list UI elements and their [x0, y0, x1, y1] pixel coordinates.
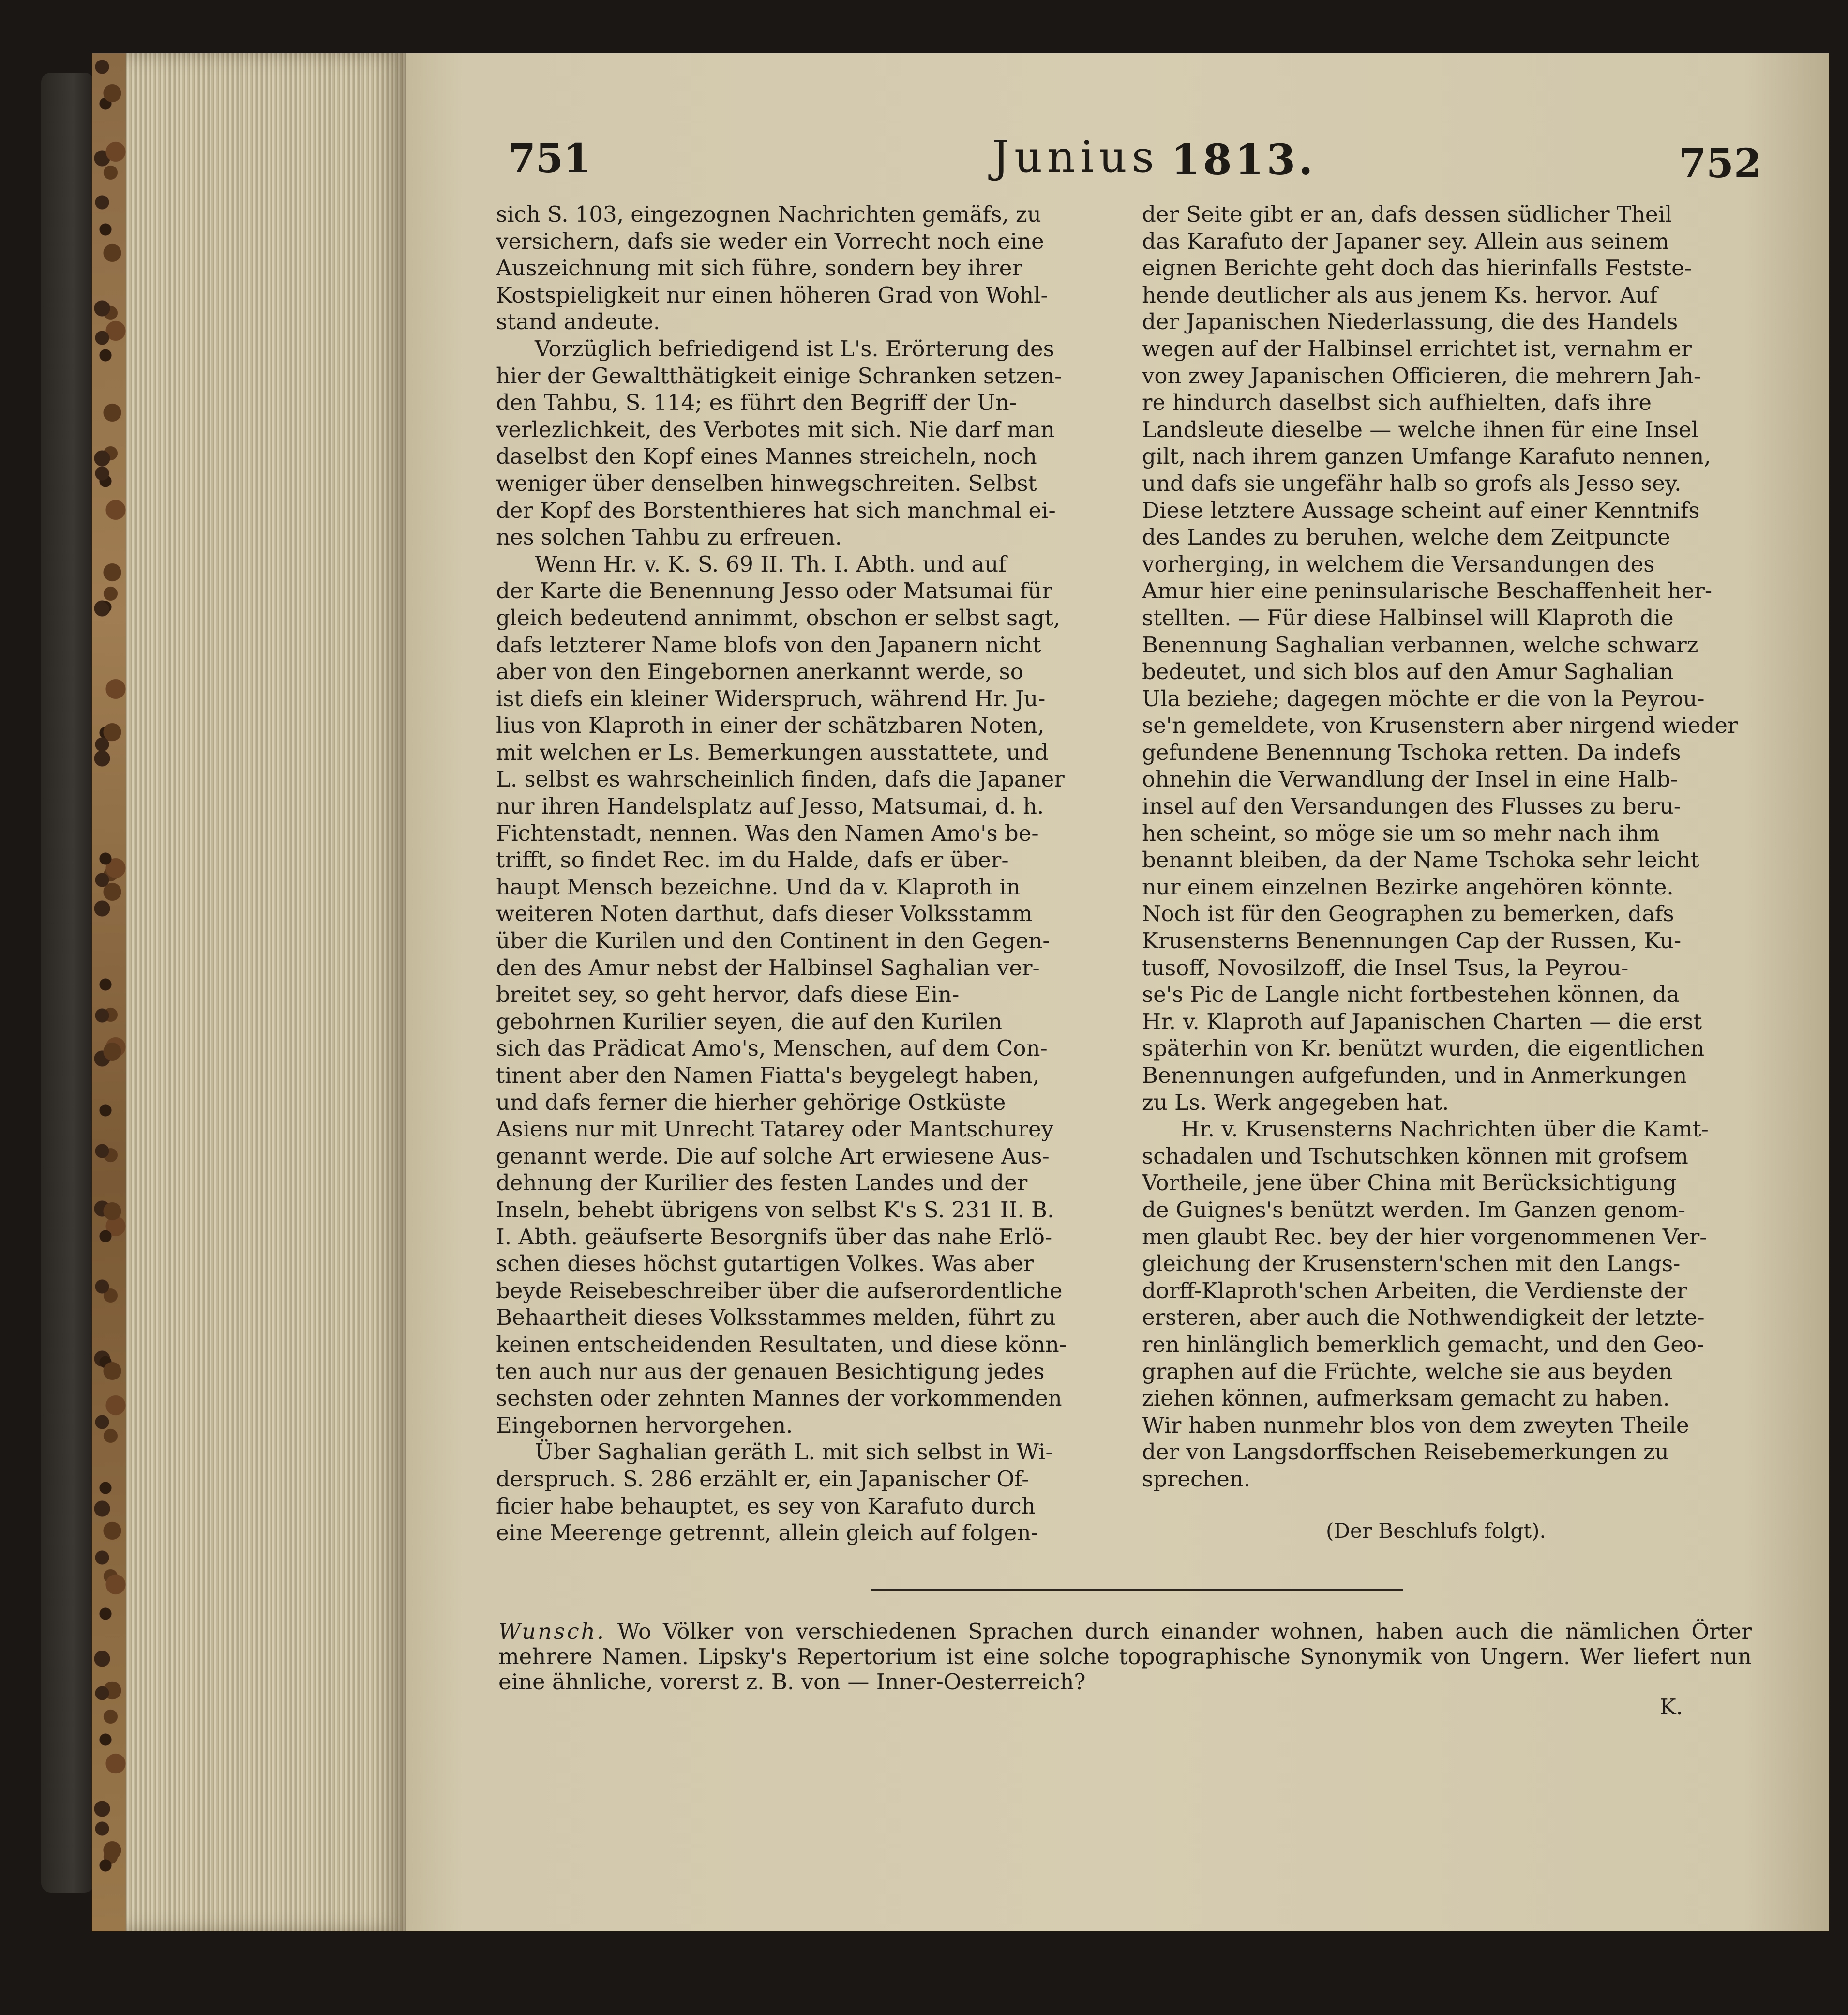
text-line: stand andeute. [496, 309, 661, 335]
text-line: lius von Klaproth in einer der schätzbaren Noten, [496, 712, 1045, 739]
marbled-edge [92, 53, 126, 1931]
text-line: ten auch nur aus der genauen Besichtigung jedes [496, 1358, 1045, 1384]
text-line: ren hinlänglich bemerklich gemacht, und den Geo- [1142, 1331, 1704, 1357]
text-line: trifft, so findet Rec. im du Halde, dafs er über- [496, 847, 1009, 873]
text-line: Landsleute dieselbe — welche ihnen für eine Insel [1142, 416, 1698, 442]
footnote-rule [871, 1589, 1403, 1591]
text-line: vorherging, in welchem die Versandungen des [1142, 551, 1655, 577]
text-line: sechsten oder zehnten Mannes der vorkommenden [496, 1385, 1062, 1411]
text-line: schen dieses höchst gutartigen Volkes. Was aber [496, 1251, 1034, 1277]
text-line: Noch ist für den Geographen zu bemerken, dafs [1142, 901, 1674, 927]
text-line: der Seite gibt er an, dafs dessen südlicher Theil [1142, 201, 1672, 227]
text-line: weniger über denselben hinwegschreiten. Selbst [496, 470, 1037, 496]
text-line: bedeutet, und sich blos auf den Amur Saghalian [1142, 659, 1674, 685]
running-header [508, 132, 1766, 189]
text-line: breitet sey, so geht hervor, dafs diese Ein- [496, 982, 960, 1008]
text-line: L. selbst es wahrscheinlich finden, dafs die Japaner [496, 766, 1065, 792]
text-line: Hr. v. Krusensterns Nachrichten über die Kamt- [1181, 1116, 1709, 1142]
text-line: dehnung der Kurilier des festen Landes und der [496, 1170, 1028, 1196]
text-line: daselbst den Kopf eines Mannes streicheln, noch [496, 443, 1037, 470]
text-line: und dafs sie ungefähr halb so grofs als Jesso sey. [1142, 470, 1682, 496]
text-line: gebohrnen Kurilier seyen, die auf den Kurilen [496, 1008, 1002, 1034]
text-line: weiteren Noten darthut, dafs dieser Volksstamm [496, 901, 1033, 927]
text-line: der Kopf des Borstenthieres hat sich manchmal ei- [496, 497, 1056, 523]
left-page-number: 751 [508, 136, 591, 182]
text-line: des Landes zu beruhen, welche dem Zeitpuncte [1142, 524, 1670, 550]
text-line: hende deutlicher als aus jenem Ks. hervor. Auf [1142, 282, 1658, 308]
text-line: der Karte die Benennung Jesso oder Matsumai für [496, 578, 1052, 604]
text-line: den des Amur nebst der Halbinsel Saghalian ver- [496, 954, 1040, 981]
text-line: ist diefs ein kleiner Widerspruch, während Hr. Ju- [496, 685, 1046, 712]
footnote-signature: K. [1660, 1694, 1683, 1720]
text-line: Amur hier eine peninsularische Beschaffenheit her- [1142, 578, 1713, 604]
text-line: Ula beziehe; dagegen möchte er die von la Peyrou- [1142, 685, 1705, 712]
text-line: dorff-Klaproth'schen Arbeiten, die Verdienste der [1142, 1277, 1687, 1303]
text-line: von zwey Japanischen Officieren, die mehrern Jah- [1142, 363, 1701, 389]
stacked-page-edges [126, 53, 406, 1931]
text-line: beyde Reisebeschreiber über die aufserordentliche [496, 1277, 1063, 1303]
footnote [498, 1619, 1752, 1695]
text-line: nur einem einzelnen Bezirke angehören könnte. [1142, 874, 1674, 900]
text-line: eignen Berichte geht doch das hierinfalls Festste- [1142, 255, 1692, 281]
text-line: ficier habe behauptet, es sey von Karafuto durch [496, 1493, 1036, 1519]
text-line: I. Abth. geäufserte Besorgnifs über das nahe Erlö- [496, 1224, 1052, 1250]
text-line: Hr. v. Klaproth auf Japanischen Charten — die erst [1142, 1008, 1702, 1034]
text-line: Eingebornen hervorgehen. [496, 1412, 793, 1438]
text-line: benannt bleiben, da der Name Tschoka sehr leicht [1142, 847, 1699, 873]
text-line: gleich bedeutend annimmt, obschon er selbst sagt, [496, 605, 1061, 631]
text-line: se'n gemeldete, von Krusenstern aber nirgend wieder [1142, 712, 1738, 739]
text-line: Kostspieligkeit nur einen höheren Grad von Wohl- [496, 282, 1048, 308]
text-line: gilt, nach ihrem ganzen Umfange Karafuto nennen, [1142, 443, 1711, 470]
header-title: Junius [992, 132, 1159, 182]
continuation-note: (Der Beschlufs folgt). [1326, 1519, 1546, 1543]
text-line: sich das Prädicat Amo's, Menschen, auf dem Con- [496, 1035, 1048, 1061]
text-line: ohnehin die Verwandlung der Insel in eine Halb- [1142, 766, 1678, 792]
text-line: Wenn Hr. v. K. S. 69 II. Th. I. Abth. und auf [535, 551, 1007, 577]
text-line: haupt Mensch bezeichne. Und da v. Klaproth in [496, 874, 1021, 900]
book-cover-edge [41, 73, 94, 1893]
text-line: gleichung der Krusenstern'schen mit den Langs- [1142, 1251, 1681, 1277]
text-line: den Tahbu, S. 114; es führt den Begriff der Un- [496, 390, 1017, 416]
text-line: versichern, dafs sie weder ein Vorrecht noch eine [496, 228, 1044, 254]
text-line: nur ihren Handelsplatz auf Jesso, Matsumai, d. h. [496, 793, 1044, 819]
text-line: Inseln, behebt übrigens von selbst K's S. 231 II. B. [496, 1197, 1054, 1223]
text-line: de Guignes's benützt werden. Im Ganzen genom- [1142, 1197, 1686, 1223]
text-line: mit welchen er Ls. Bemerkungen ausstattete, und [496, 739, 1049, 765]
text-line: hen scheint, so möge sie um so mehr nach ihm [1142, 820, 1660, 846]
text-line: Auszeichnung mit sich führe, sondern bey ihrer [496, 255, 1022, 281]
text-line: Benennungen aufgefunden, und in Anmerkungen [1142, 1062, 1687, 1088]
text-line: gefundene Benennung Tschoka retten. Da indefs [1142, 739, 1681, 765]
text-line: Über Saghalian geräth L. mit sich selbst in Wi- [535, 1439, 1053, 1465]
footnote-heading: Wunsch. [498, 1619, 606, 1644]
text-line: wegen auf der Halbinsel errichtet ist, vernahm er [1142, 335, 1692, 362]
text-line: genannt werde. Die auf solche Art erwiesene Aus- [496, 1143, 1050, 1169]
text-line: das Karafuto der Japaner sey. Allein aus seinem [1142, 228, 1669, 254]
text-line: Fichtenstadt, nennen. Was den Namen Amo's be- [496, 820, 1039, 846]
text-line: nes solchen Tahbu zu erfreuen. [496, 524, 842, 550]
footnote-text: Wo Völker von verschiedenen Sprachen durch einander wohnen, haben auch die nämlichen Örter mehrere Namen. Lipsky's Repertorium ist eine solche topographische Synonymik von Ungern. Wer liefert nun eine ähnliche, vorerst z. B. von — Inner-Oesterreich? [498, 1619, 1752, 1695]
text-line: verlezlichkeit, des Verbotes mit sich. Nie darf man [496, 416, 1055, 442]
text-line: ziehen können, aufmerksam gemacht zu haben. [1142, 1385, 1670, 1411]
text-line: hier der Gewaltthätigkeit einige Schranken setzen- [496, 363, 1062, 389]
text-line: Behaartheit dieses Volksstammes melden, führt zu [496, 1304, 1056, 1331]
text-line: Benennung Saghalian verbannen, welche schwarz [1142, 632, 1698, 658]
text-line: sprechen. [1142, 1466, 1251, 1492]
text-line: sich S. 103, eingezognen Nachrichten gemäfs, zu [496, 201, 1041, 227]
text-line: Vortheile, jene über China mit Berücksichtigung [1142, 1170, 1677, 1196]
text-line: Diese letztere Aussage scheint auf einer Kenntnifs [1142, 497, 1700, 523]
text-line: dafs letzterer Name blofs von den Japanern nicht [496, 632, 1041, 658]
header-year: 1813. [1171, 136, 1316, 184]
text-line: Wir haben nunmehr blos von dem zweyten Theile [1142, 1412, 1689, 1438]
text-line: eine Meerenge getrennt, allein gleich auf folgen- [496, 1520, 1038, 1546]
text-line: schadalen und Tschutschken können mit grofsem [1142, 1143, 1688, 1169]
text-line: tusoff, Novosilzoff, die Insel Tsus, la Peyrou- [1142, 954, 1629, 981]
right-page-number: 752 [1678, 140, 1761, 187]
text-line: se's Pic de Langle nicht fortbestehen können, da [1142, 982, 1680, 1008]
text-line: insel auf den Versandungen des Flusses zu beru- [1142, 793, 1681, 819]
text-line: späterhin von Kr. benützt wurden, die eigentlichen [1142, 1035, 1705, 1061]
text-line: stellten. — Für diese Halbinsel will Klaproth die [1142, 605, 1674, 631]
text-line: über die Kurilen und den Continent in den Gegen- [496, 928, 1050, 954]
text-line: zu Ls. Werk angegeben hat. [1142, 1089, 1449, 1115]
right-text-column [1142, 201, 1757, 1493]
text-line: re hindurch daselbst sich aufhielten, dafs ihre [1142, 390, 1652, 416]
text-line: ersteren, aber auch die Nothwendigkeit der letzte- [1142, 1304, 1705, 1331]
text-line: Vorzüglich befriedigend ist L's. Erörterung des [535, 335, 1054, 362]
text-line: graphen auf die Früchte, welche sie aus beyden [1142, 1358, 1673, 1384]
text-line: derspruch. S. 286 erzählt er, ein Japanischer Of- [496, 1466, 1029, 1492]
text-line: Asiens nur mit Unrecht Tatarey oder Mantschurey [496, 1116, 1054, 1142]
text-line: und dafs ferner die hierher gehörige Ostküste [496, 1089, 1006, 1115]
text-line: men glaubt Rec. bey der hier vorgenommenen Ver- [1142, 1224, 1707, 1250]
left-text-column [496, 201, 1118, 1546]
text-line: der Japanischen Niederlassung, die des Handels [1142, 309, 1678, 335]
text-line: der von Langsdorffschen Reisebemerkungen zu [1142, 1439, 1669, 1465]
text-line: tinent aber den Namen Fiatta's beygelegt haben, [496, 1062, 1040, 1088]
text-line: Krusensterns Benennungen Cap der Russen, Ku- [1142, 928, 1682, 954]
text-line: keinen entscheidenden Resultaten, und diese könn- [496, 1331, 1067, 1357]
text-line: aber von den Eingebornen anerkannt werde, so [496, 659, 1023, 685]
